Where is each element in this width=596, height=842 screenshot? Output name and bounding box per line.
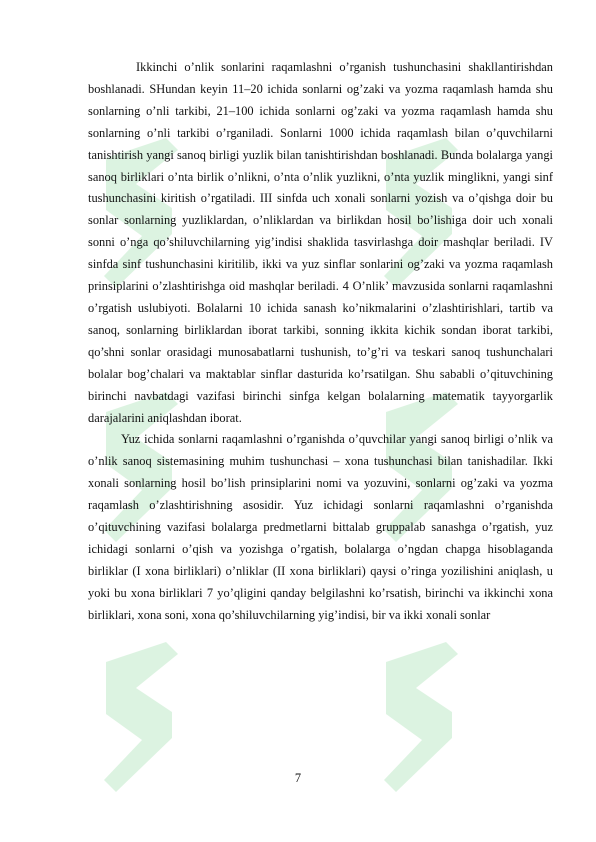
paragraph: Yuz ichida sonlarni raqamlashni o’rganishda o’quvchilar yangi sanoq birligi o’nlik va o’nlik sanoq sistemasining muhim tushunchasi – xona tushunchasi bilan tanishadilar. Ikki xonali sonlarning hosil bo’lish prinsiplarini nomi va yozuvini, sonlarni og’zaki va yozma raqamlash o’zlashtirishning asosidir. Yuz ichidagi sonlarni raqamlashni o’rganishda o’qituvchining vazifasi bolalarga predmetlarni bittalab gruppalab sanashga o’rgatish, yuz ichidagi sonlarni o’qish va yozishga o’rgatish, bolalarga o’ngdan chapga hisoblaganda birliklar (I xona birliklari) o’nliklar (II xona birliklari) qaysi o’ringa yozilishini aniqlash, u yoki bu xona birliklari 7 yo’qligini qanday belgilashni ko’rsatish, birinchi va ikkinchi xona birliklari, xona soni, xona qo’shiluvchilarning yig’indisi, bir va ikki xonali sonlar <box>88 432 553 622</box>
body-text <box>88 57 553 627</box>
page-number: 7 <box>294 771 302 785</box>
watermark-logo-icon <box>376 642 462 792</box>
paragraph: Ikkinchi o’nlik sonlarini raqamlashni o’rganish tushunchasini shakllantirishdan boshlanadi. SHundan keyin 11–20 ichida sonlarni og’zaki va yozma raqamlash hamda shu sonlarning o’nli tarkibi, 21–100 ichida sonlarni og’zaki va yozma raqamlash hamda shu sonlarning o’nli tarkibi o’rganiladi. Sonlarni 1000 ichida raqamlash bilan o’quvchilarni tanishtirish yangi sanoq birligi yuzlik bilan tanishtirishdan boshlanadi. Bunda bolalarga yangi sanoq birliklari o’nta birlik o’nlikni, o’nta o’nlik yuzlikni, o’nta yuzlik minglikni, yangi sinf tushunchasini kiritish o’rgatiladi. III sinfda uch xonali sonlarni yozish va o’qishga doir bu sonlar sonlarning yuzliklardan, o’nliklardan va birlikdan hosil bo’lishiga doir uch xonali sonni o’nga qo’shiluvchilarning yig’indisi shaklida tasvirlashga doir mashqlar beriladi. IV sinfda sinf tushunchasini kiritilib, ikki va yuz sinflar sonlarini og’zaki va yozma raqamlash prinsiplarini o’zlashtirishga oid mashqlar beriladi. 4 O’nlik’ mavzusida sonlarni raqamlashni o’rgatish uslubiyoti. Bolalarni 10 ichida sanash ko’nikmalarini o’zlashtirishlari, tartib va sanoq, sonlarning birliklardan iborat tarkibi, sonning ikkita kichik sondan iborat tarkibi, qo’shni sonlar orasidagi munosabatlarni tushunish, to’g’ri va teskari sanoq tushunchalari bolalar bog’chalari va maktablar sinflar dasturida ko’rsatilgan. Shu sababli o’qituvchining birinchi navbatdagi vazifasi birinchi sinfga kelgan bolalarning matematik tayyorgarlik darajalarini aniqlashdan iborat. <box>88 60 553 425</box>
watermark-logo-icon <box>96 642 182 792</box>
